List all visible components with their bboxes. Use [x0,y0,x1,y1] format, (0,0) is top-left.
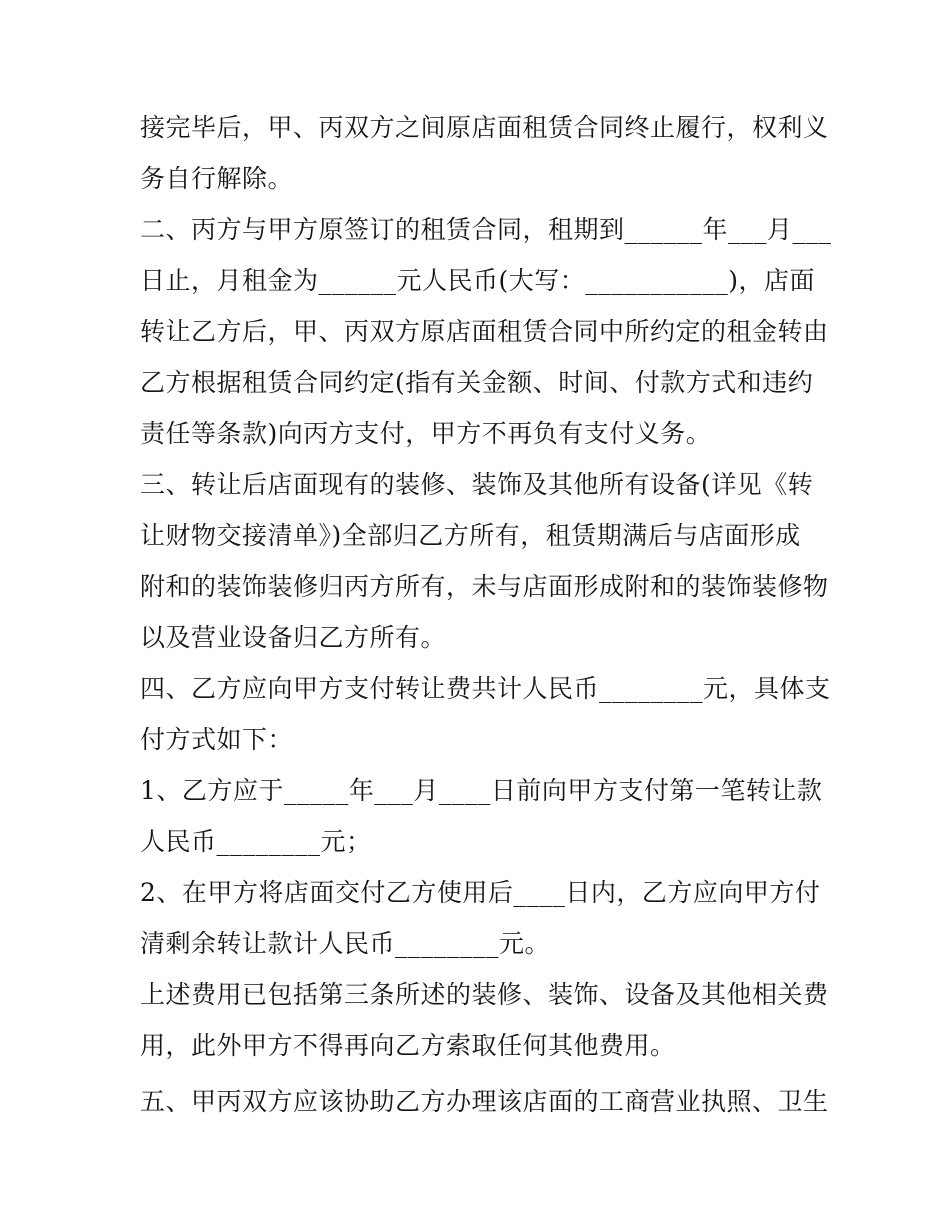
text-line: 五、甲丙双方应该协助乙方办理该店面的工商营业执照、卫生 [140,1087,829,1116]
text-line: 2、在甲方将店面交付乙方使用后____日内，乙方应向甲方付 [140,878,821,907]
text-line: 用，此外甲方不得再向乙方索取任何其他费用。 [140,1031,676,1060]
text-line: 人民币________元； [140,827,372,856]
text-line: 附和的装饰装修归丙方所有，未与店面形成附和的装饰装修物 [140,572,829,601]
text-line: 让财物交接清单》)全部归乙方所有，租赁期满后与店面形成 [140,521,801,550]
text-line: 付方式如下： [140,725,294,754]
text-line: 四、乙方应向甲方支付转让费共计人民币________元，具体支 [140,674,831,703]
text-line: 乙方根据租赁合同约定(指有关金额、时间、付款方式和违约 [140,368,814,397]
text-line: 转让乙方后，甲、丙双方原店面租赁合同中所约定的租金转由 [140,317,829,346]
text-line: 二、丙方与甲方原签订的租赁合同，租期到______年___月___ [140,215,832,244]
text-line: 务自行解除。 [140,164,294,193]
text-line: 责任等条款)向丙方支付，甲方不再负有支付义务。 [140,419,712,448]
text-line: 上述费用已包括第三条所述的装修、装饰、设备及其他相关费 [140,980,829,1009]
text-line: 日止，月租金为______元人民币(大写：___________)，店面 [140,266,816,295]
text-line: 接完毕后，甲、丙双方之间原店面租赁合同终止履行，权利义 [140,113,829,142]
text-line: 1、乙方应于_____年___月____日前向甲方支付第一笔转让款 [140,776,823,805]
text-line: 清剩余转让款计人民币________元。 [140,929,551,958]
text-line: 以及营业设备归乙方所有。 [140,623,447,652]
text-line: 三、转让后店面现有的装修、装饰及其他所有设备(详见《转 [140,470,814,499]
